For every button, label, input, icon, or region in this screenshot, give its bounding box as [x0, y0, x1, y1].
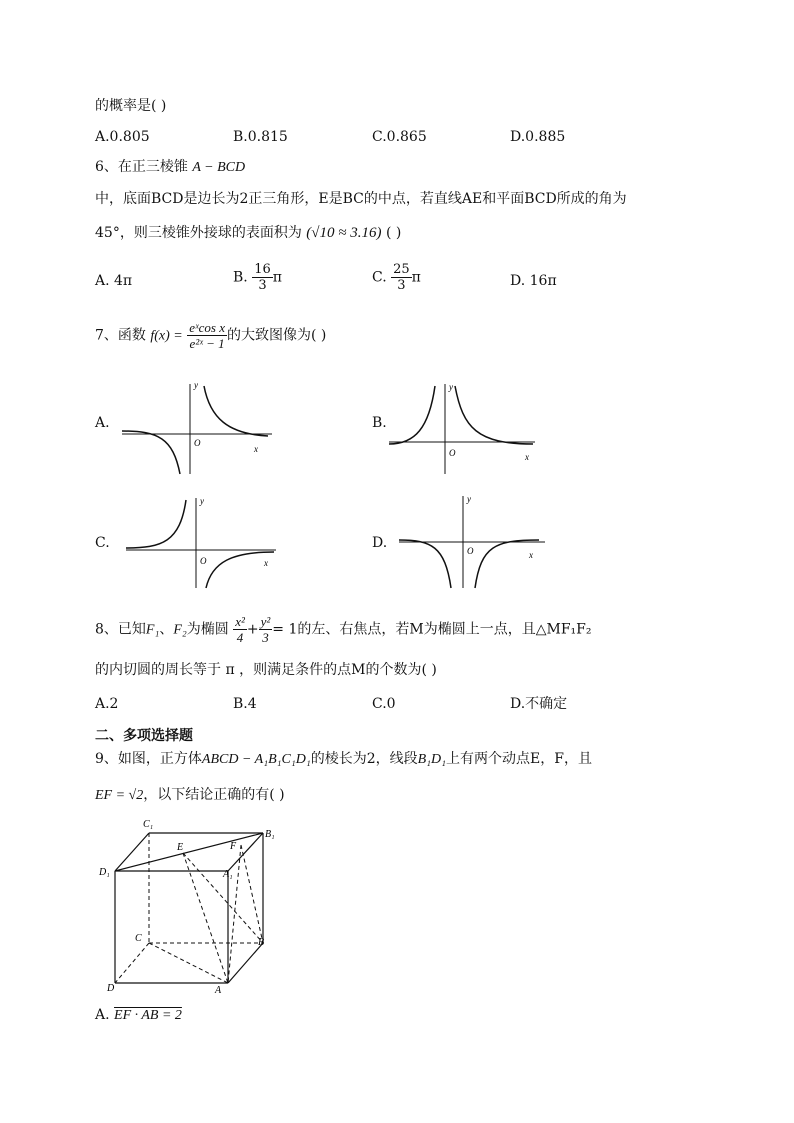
q8-option-b: B.4 [233, 696, 257, 712]
label-a1: A₁ [223, 869, 233, 880]
q8-line2-pi: π [225, 662, 235, 678]
q6-line3 [95, 223, 401, 243]
q7-graph-d [395, 492, 555, 592]
q6-option-c-num: 25 [393, 262, 410, 277]
q8-head [95, 614, 591, 645]
q6-line3-math: (√10 ≈ 3.16) [306, 225, 382, 241]
q6-line3-text: 45°，则三棱锥外接球的表面积为 [95, 225, 302, 241]
q6-head [95, 157, 245, 178]
edge-a-b [228, 943, 263, 983]
q8-line2a: 的内切圆的周长等于 [95, 662, 221, 678]
q9-line2 [95, 785, 285, 806]
graph-b-x-label: x [525, 452, 529, 462]
q9-mid: 的棱长为2，线段 [310, 751, 418, 767]
q8-ex-num: x² [235, 614, 245, 629]
q8-sep: 、 [159, 621, 174, 638]
graph-d-x-label: x [529, 550, 533, 560]
q6-option-c-label: C. [372, 269, 387, 286]
q8-ey-den: 3 [262, 630, 269, 645]
q9-line2-tail: ，以下结论正确的有( ) [143, 787, 285, 803]
q7-graph-b [385, 378, 545, 478]
label-c: C [135, 933, 142, 944]
q6-option-c-tail: π [411, 269, 421, 286]
label-b: B [258, 937, 265, 948]
label-d: D [107, 983, 115, 994]
q9-tail: 上有两个动点E，F，且 [446, 751, 592, 767]
line-f-b [241, 845, 263, 943]
q8-line2 [95, 660, 437, 680]
q7-fraction [187, 320, 227, 351]
q6-line2: 中，底面BCD是边长为2正三角形，E是BC的中点，若直线AE和平面BCD所成的角为 [95, 191, 627, 207]
graph-c-left-curve [126, 500, 186, 548]
q7-label-a: A. [95, 415, 110, 431]
label-c1: C₁ [143, 819, 154, 830]
q8-eq: = 1 [272, 621, 298, 638]
q6-option-c-den: 3 [397, 278, 406, 293]
q6-option-b-den: 3 [258, 278, 267, 293]
q7-label-c: C. [95, 535, 110, 551]
q8-ellipse-x [233, 614, 247, 645]
graph-d-origin: O [467, 546, 474, 556]
q9-cube-diagram [95, 815, 285, 1000]
diag-d1-b1 [115, 833, 263, 871]
line-f-a [228, 845, 241, 983]
q8-head-text: 8、已知 [95, 621, 146, 638]
q9-option-a [95, 1005, 182, 1026]
label-e: E [177, 842, 184, 853]
graph-c-y-label: y [200, 496, 204, 506]
q9-head [95, 749, 592, 770]
q6-option-b-fraction [252, 262, 273, 293]
q7-graph-c [122, 492, 282, 592]
q7-tail: 的大致图像为( ) [227, 327, 327, 344]
edge-a1-b1 [228, 833, 263, 871]
q6-option-c-fraction [391, 262, 412, 293]
q6-option-b [233, 262, 282, 293]
graph-c-x-label: x [264, 558, 268, 568]
q6-option-a: A. 4π [95, 273, 133, 289]
graph-d-right-curve [475, 540, 539, 588]
q6-head-math: A − BCD [192, 160, 246, 175]
q8-ellipse-y [259, 614, 273, 645]
q7-head [95, 320, 326, 351]
q8-option-c: C.0 [372, 696, 396, 712]
q6-option-b-num: 16 [254, 262, 271, 277]
q9-option-a-label: A. [95, 1007, 110, 1023]
q9-head-text: 9、如图，正方体 [95, 751, 202, 767]
q7-denominator: e²ˣ − 1 [189, 336, 225, 351]
edge-d1-c1 [115, 833, 149, 871]
q7-label-b: B. [372, 415, 387, 431]
q8-f1: F₁ [145, 622, 160, 638]
q8-line2b: ，则满足条件的点M的个数为( ) [239, 662, 437, 678]
q9-option-a-math: EF · AB = 2 [114, 1008, 182, 1023]
label-b1: B₁ [265, 829, 275, 840]
q5-option-d: D.0.885 [510, 129, 566, 145]
graph-a-left-curve [122, 431, 180, 474]
q6-line3-tail: ( ) [385, 225, 402, 241]
label-a: A [215, 985, 222, 996]
q8-plus: + [246, 621, 259, 638]
q9-cube: ABCD − A₁B₁C₁D₁ [201, 752, 311, 767]
q5-option-a: A.0.805 [95, 129, 150, 145]
q8-f2: F₂ [173, 622, 187, 638]
q8-mid: 为椭圆 [186, 621, 229, 638]
q5-option-c: C.0.865 [372, 129, 427, 145]
q8-option-a: A.2 [95, 696, 119, 712]
graph-c-origin: O [200, 556, 207, 566]
line-e-b [183, 853, 263, 943]
q6-option-c [372, 262, 421, 293]
q7-graph-a [118, 378, 278, 478]
graph-b-origin: O [449, 448, 456, 458]
q8-ex-den: 4 [236, 630, 244, 645]
q5-tail: 的概率是( ) [95, 98, 167, 114]
edge-c-d [115, 943, 149, 983]
q7-fx: f(x) = [150, 328, 183, 344]
q7-head-text: 7、函数 [95, 327, 146, 344]
q5-option-b: B.0.815 [233, 129, 288, 145]
q8-after: 的左、右焦点，若M为椭圆上一点，且△MF₁F₂ [297, 621, 592, 638]
graph-b-right-curve [455, 386, 533, 444]
label-d1: D₁ [99, 867, 110, 878]
q7-label-d: D. [372, 535, 388, 551]
q9-seg: B₁D₁ [417, 752, 447, 767]
q7-numerator: eˣcos x [189, 320, 225, 335]
graph-d-y-label: y [467, 494, 471, 504]
q6-option-d: D. 16π [510, 273, 557, 289]
q6-head-text: 6、在正三棱锥 [95, 159, 188, 175]
graph-a-origin: O [194, 438, 201, 448]
section-heading: 二、多项选择题 [95, 728, 193, 744]
q6-option-b-label: B. [233, 269, 248, 286]
graph-b-y-label: y [449, 382, 453, 392]
graph-a-x-label: x [254, 444, 258, 454]
q6-option-b-tail: π [272, 269, 282, 286]
graph-d-left-curve [399, 540, 451, 588]
graph-a-y-label: y [194, 380, 198, 390]
q8-ey-num: y² [260, 614, 271, 629]
graph-a-right-curve [204, 386, 268, 436]
label-f: F [230, 841, 237, 852]
q8-option-d: D.不确定 [510, 696, 568, 712]
graph-b-left-curve [389, 386, 435, 444]
q9-line2-math: EF = √2 [95, 788, 144, 803]
